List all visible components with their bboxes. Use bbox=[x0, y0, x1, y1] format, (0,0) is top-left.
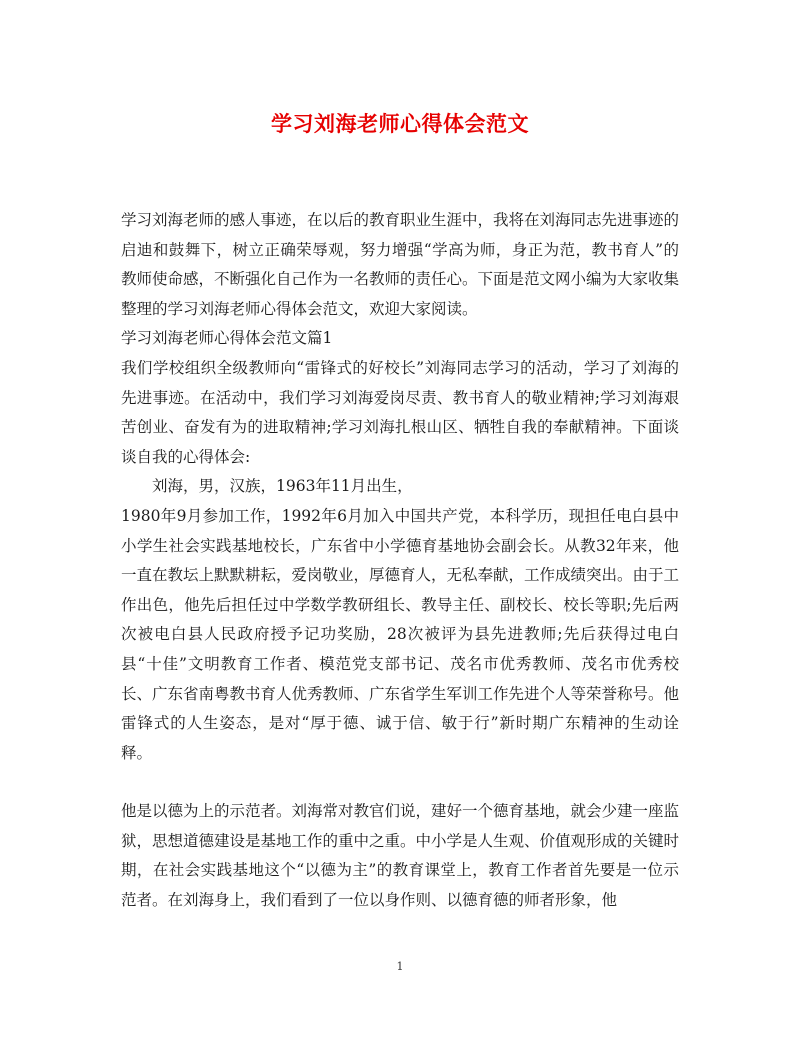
body-paragraph: 1980年9月参加工作，1992年6月加入中国共产党，本科学历，现担任电白县中小学生社会实践基地校长，广东省中小学德育基地协会副会长。从教32年来，他一直在教坛上默默耕耘，爱岗敬业，厚德育人，无私奉献，工作成绩突出。由于工作出色，他先后担任过中学数学教研组长、教导主任、副校长、校长等职;先后两次被电白县人民政府授予记功奖励，28次被评为县先进教师;先后获得过电白县“十佳”文明教育工作者、模范党支部书记、茂名市优秀教师、茂名市优秀校长、广东省南粤教书育人优秀教师、广东省学生军训工作先进个人等荣誉称号。他雷锋式的人生姿态，是对“厚于德、诚于信、敏于行”新时期广东精神的生动诠释。 bbox=[121, 506, 680, 762]
document-body bbox=[121, 206, 679, 768]
page-number: 1 bbox=[396, 960, 404, 973]
body-paragraph: 我们学校组织全级教师向“雷锋式的好校长”刘海同志学习的活动，学习了刘海的先进事迹。在活动中，我们学习刘海爱岗尽责、教书育人的敬业精神;学习刘海艰苦创业、奋发有为的进取精神;学习刘海扎根山区、牺牲自我的奉献精神。下面谈谈自我的心得体会: bbox=[121, 358, 679, 466]
document-body-continued bbox=[121, 797, 679, 915]
document-title: 学习刘海老师心得体会范文 bbox=[271, 111, 529, 136]
body-paragraph: 刘海，男，汉族，1963年11月出生， bbox=[152, 477, 413, 496]
section-heading: 学习刘海老师心得体会范文篇1 bbox=[121, 329, 333, 348]
body-paragraph: 他是以德为上的示范者。刘海常对教官们说，建好一个德育基地，就会少建一座监狱，思想道德建设是基地工作的重中之重。中小学是人生观、价值观形成的关键时期，在社会实践基地这个“以德为主”的教育课堂上，教育工作者首先要是一位示范者。在刘海身上，我们看到了一位以身作则、以德育德的师者形象，他 bbox=[121, 802, 680, 909]
intro-paragraph: 学习刘海老师的感人事迹，在以后的教育职业生涯中，我将在刘海同志先进事迹的启迪和鼓舞下，树立正确荣辱观，努力增强“学高为师，身正为范，教书育人”的教师使命感，不断强化自己作为一名教师的责任心。下面是范文网小编为大家收集整理的学习刘海老师心得体会范文，欢迎大家阅读。 bbox=[121, 211, 680, 318]
